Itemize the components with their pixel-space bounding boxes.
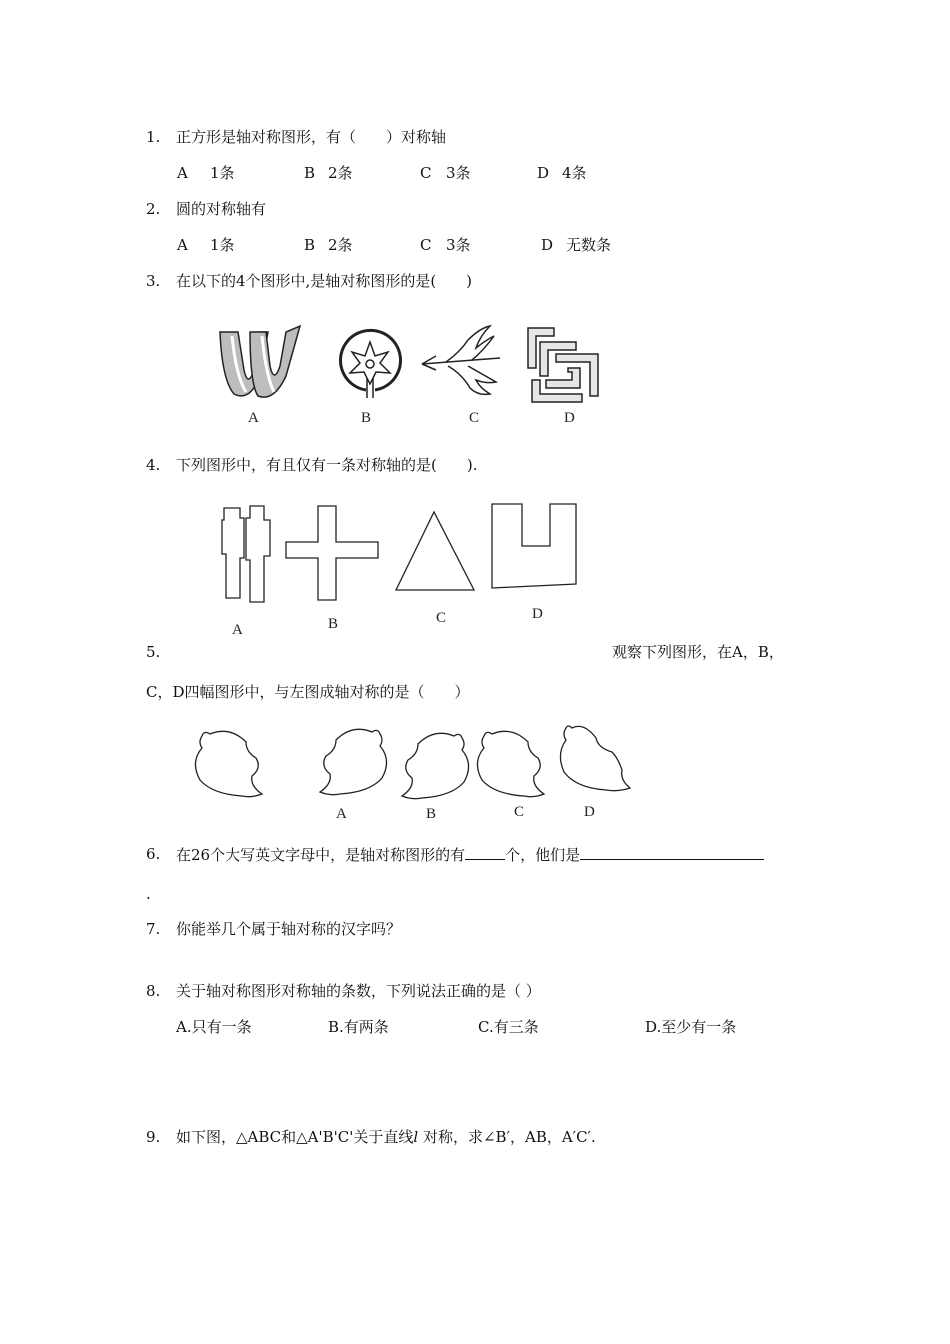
q5-original-leaf bbox=[195, 731, 262, 796]
q5-leaf-c bbox=[477, 731, 544, 796]
q4-label-a: A bbox=[232, 622, 243, 638]
q3-figure-c-bird bbox=[422, 326, 500, 394]
q6-end-mark: . bbox=[146, 885, 151, 903]
q1-option-d-value: 4条 bbox=[562, 164, 587, 182]
q9-line-variable: l bbox=[413, 1128, 419, 1146]
q2-option-d-key: D bbox=[541, 236, 554, 254]
q4-figure-b-cross bbox=[286, 506, 378, 600]
q1-option-a-value: 1条 bbox=[210, 164, 235, 182]
q2-option-c-key: C bbox=[420, 236, 432, 254]
q4-number: 4. bbox=[146, 456, 161, 474]
q8-option-a: A.只有一条 bbox=[176, 1018, 252, 1036]
q8-option-d: D.至少有一条 bbox=[645, 1018, 737, 1036]
q3-label-c: C bbox=[469, 410, 480, 426]
q4-figure-a-pillars bbox=[222, 506, 270, 602]
q1-option-a-key: A bbox=[177, 164, 188, 182]
q2-number: 2. bbox=[146, 200, 161, 218]
q5-text-right: 观察下列图形，在A，B， bbox=[612, 643, 784, 661]
q2-option-b-value: 2条 bbox=[328, 236, 353, 254]
q2-option-c-value: 3条 bbox=[446, 236, 471, 254]
q9-text-b: 对称，求∠B′，AB，A′C′. bbox=[422, 1128, 596, 1146]
q1-option-b-key: B bbox=[304, 164, 316, 182]
q2-option-a-key: A bbox=[177, 236, 188, 254]
q2-option-d-value: 无数条 bbox=[566, 236, 612, 254]
q3-figure-a-logo bbox=[220, 326, 300, 397]
q4-figures bbox=[212, 498, 592, 640]
q5-label-a: A bbox=[336, 806, 347, 822]
q5-leaf-b bbox=[402, 733, 469, 798]
q4-label-b: B bbox=[328, 616, 339, 632]
q4-text: 下列图形中，有且仅有一条对称轴的是( ). bbox=[176, 456, 478, 474]
q7-number: 7. bbox=[146, 920, 161, 938]
q9-line bbox=[176, 1128, 596, 1146]
q1-option-b-value: 2条 bbox=[328, 164, 353, 182]
q4-figure-c-triangle bbox=[396, 512, 474, 590]
q5-label-b: B bbox=[426, 806, 437, 822]
q3-figure-d-brackets bbox=[528, 328, 598, 402]
q3-figure-b-emblem bbox=[341, 330, 401, 398]
q6-letters-blank[interactable] bbox=[580, 845, 764, 860]
q8-text: 关于轴对称图形对称轴的条数，下列说法正确的是（ ） bbox=[176, 982, 541, 1000]
q5-label-d: D bbox=[584, 804, 595, 820]
q3-text: 在以下的4个图形中,是轴对称图形的是( ) bbox=[176, 272, 473, 290]
q5-leaf-a bbox=[320, 729, 387, 794]
q9-number: 9. bbox=[146, 1128, 161, 1146]
q5-figures bbox=[186, 722, 646, 826]
q3-label-d: D bbox=[564, 410, 575, 426]
q6-text-b: 个，他们是 bbox=[505, 846, 581, 864]
q2-option-a-value: 1条 bbox=[210, 236, 235, 254]
q1-number: 1. bbox=[146, 128, 161, 146]
q8-option-c: C.有三条 bbox=[478, 1018, 539, 1036]
q5-number: 5. bbox=[146, 643, 161, 661]
q4-label-c: C bbox=[436, 610, 447, 626]
q5-label-c: C bbox=[514, 804, 525, 820]
q4-figure-d-u-shape bbox=[492, 504, 576, 588]
q3-label-b: B bbox=[361, 410, 372, 426]
q2-option-b-key: B bbox=[304, 236, 316, 254]
q8-number: 8. bbox=[146, 982, 161, 1000]
q6-text-a: 在26个大写英文字母中，是轴对称图形的有 bbox=[176, 846, 466, 864]
q6-count-blank[interactable] bbox=[465, 845, 505, 860]
q3-figures bbox=[210, 318, 620, 430]
q1-option-c-key: C bbox=[420, 164, 432, 182]
q9-text-a: 如下图，△ABC和△A'B'C'关于直线 bbox=[176, 1128, 414, 1146]
q8-option-b: B.有两条 bbox=[328, 1018, 389, 1036]
q1-option-d-key: D bbox=[537, 164, 550, 182]
q7-text: 你能举几个属于轴对称的汉字吗？ bbox=[176, 920, 402, 938]
q6-number: 6. bbox=[146, 845, 161, 863]
q1-option-c-value: 3条 bbox=[446, 164, 471, 182]
q3-number: 3. bbox=[146, 272, 161, 290]
q2-text: 圆的对称轴有 bbox=[176, 200, 267, 218]
q1-text: 正方形是轴对称图形，有（ ）对称轴 bbox=[176, 128, 447, 146]
q5-leaf-d bbox=[560, 726, 630, 791]
q4-label-d: D bbox=[532, 606, 543, 622]
q6-line bbox=[176, 845, 764, 864]
q3-label-a: A bbox=[248, 410, 259, 426]
q5-text-continued: C，D四幅图形中，与左图成轴对称的是（ ） bbox=[146, 683, 470, 701]
